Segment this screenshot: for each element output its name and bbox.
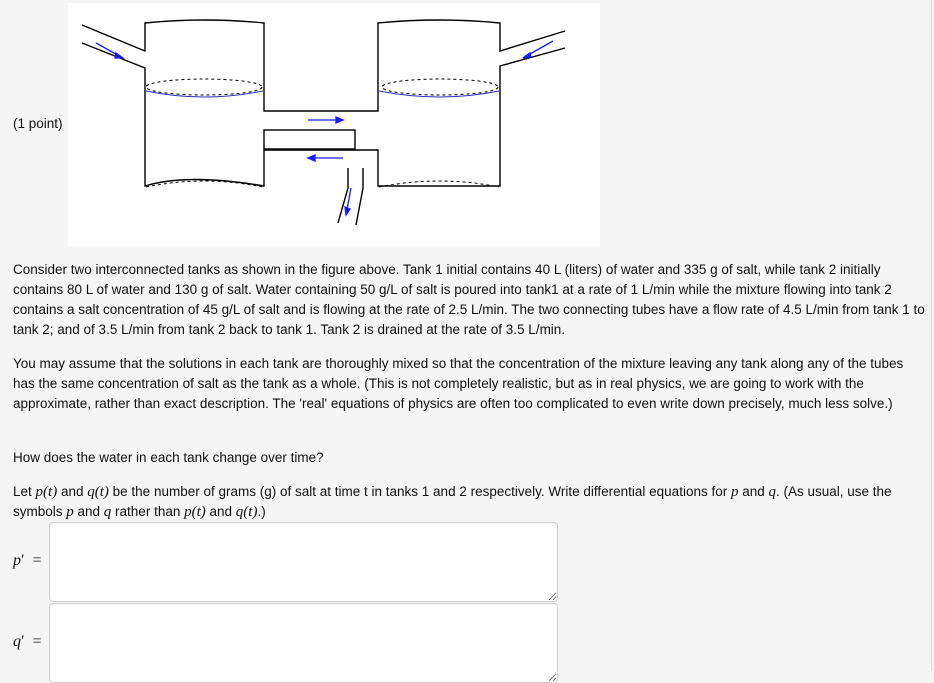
math-q: q bbox=[768, 484, 776, 500]
math-q: q bbox=[103, 504, 112, 520]
instr-text: . (As usual, use the symbols bbox=[13, 484, 892, 519]
instr-text: rather than bbox=[111, 504, 185, 519]
problem-paragraph-1: Consider two interconnected tanks as shown in the figure above. Tank 1 initial contains 40 L (liters) of water and 335 g of salt, while tank 2 initially contains 80 L of water and 130 g of salt. Water containing 50 g/L of salt is poured into tank1 at a rate of 1 L/min while the mixture flowing into tank 2 contains a salt concentration of 45 g/L of salt and is flowing at the rate of 2.5 L/min. The two connecting tubes have a flow rate of 4.5 L/min from tank 1 to tank 2; and of 3.5 L/min from tank 2 back to tank 1. Tank 2 is drained at the rate of 3.5 L/min. bbox=[13, 262, 925, 337]
p-var: p bbox=[13, 552, 21, 569]
tank1-water-surface bbox=[146, 91, 263, 97]
drain-pipe-right bbox=[356, 168, 363, 225]
math-q-t: q(t) bbox=[235, 504, 258, 520]
tanks-diagram bbox=[68, 3, 600, 246]
math-p: p bbox=[66, 504, 74, 520]
connecting-tube-box bbox=[264, 130, 355, 149]
instr-text: and bbox=[738, 484, 769, 499]
p-prime-answer-input[interactable] bbox=[49, 522, 558, 602]
tank1-top bbox=[146, 79, 262, 95]
q-var: q bbox=[13, 633, 21, 650]
problem-paragraph-2: You may assume that the solutions in each tank are thoroughly mixed so that the concentration of the mixture leaving any tank along any of the tubes has the same concentration of salt as the tank as a whole. (This is not completely realistic, but as in real physics, we are going to work with the approximate, rather than exact description. The 'real' equations of physics are often too complicated to even write down precisely, much less solve.) bbox=[13, 356, 904, 411]
math-p-t: p(t) bbox=[35, 484, 58, 500]
instr-text: and bbox=[57, 484, 88, 499]
q-prime-answer-input[interactable] bbox=[49, 603, 558, 683]
problem-question: How does the water in each tank change over time? bbox=[13, 450, 324, 465]
math-q-t: q(t) bbox=[87, 484, 109, 500]
instr-text: and bbox=[205, 504, 236, 519]
instr-text: be the number of grams (g) of salt at time t in tanks 1 and 2 respectively. Write differential equations for bbox=[108, 484, 731, 499]
equals-sign: = bbox=[32, 633, 42, 650]
prime-mark: ′ bbox=[21, 552, 25, 569]
problem-instructions bbox=[13, 482, 925, 522]
tank1-inlet-lower bbox=[82, 43, 565, 186]
p-prime-label bbox=[13, 552, 42, 570]
prime-mark: ′ bbox=[21, 633, 25, 650]
points-label: (1 point) bbox=[13, 116, 63, 131]
instr-text: .) bbox=[257, 504, 266, 519]
q-prime-label bbox=[13, 633, 42, 651]
instr-text: and bbox=[73, 504, 104, 519]
math-p: p bbox=[730, 484, 739, 500]
equals-sign: = bbox=[32, 552, 42, 569]
instr-text: Let bbox=[13, 484, 36, 499]
tank2-top bbox=[382, 79, 498, 95]
math-p-t: p(t) bbox=[184, 504, 206, 520]
tank1-outline bbox=[82, 20, 565, 111]
tanks-figure bbox=[68, 3, 600, 246]
